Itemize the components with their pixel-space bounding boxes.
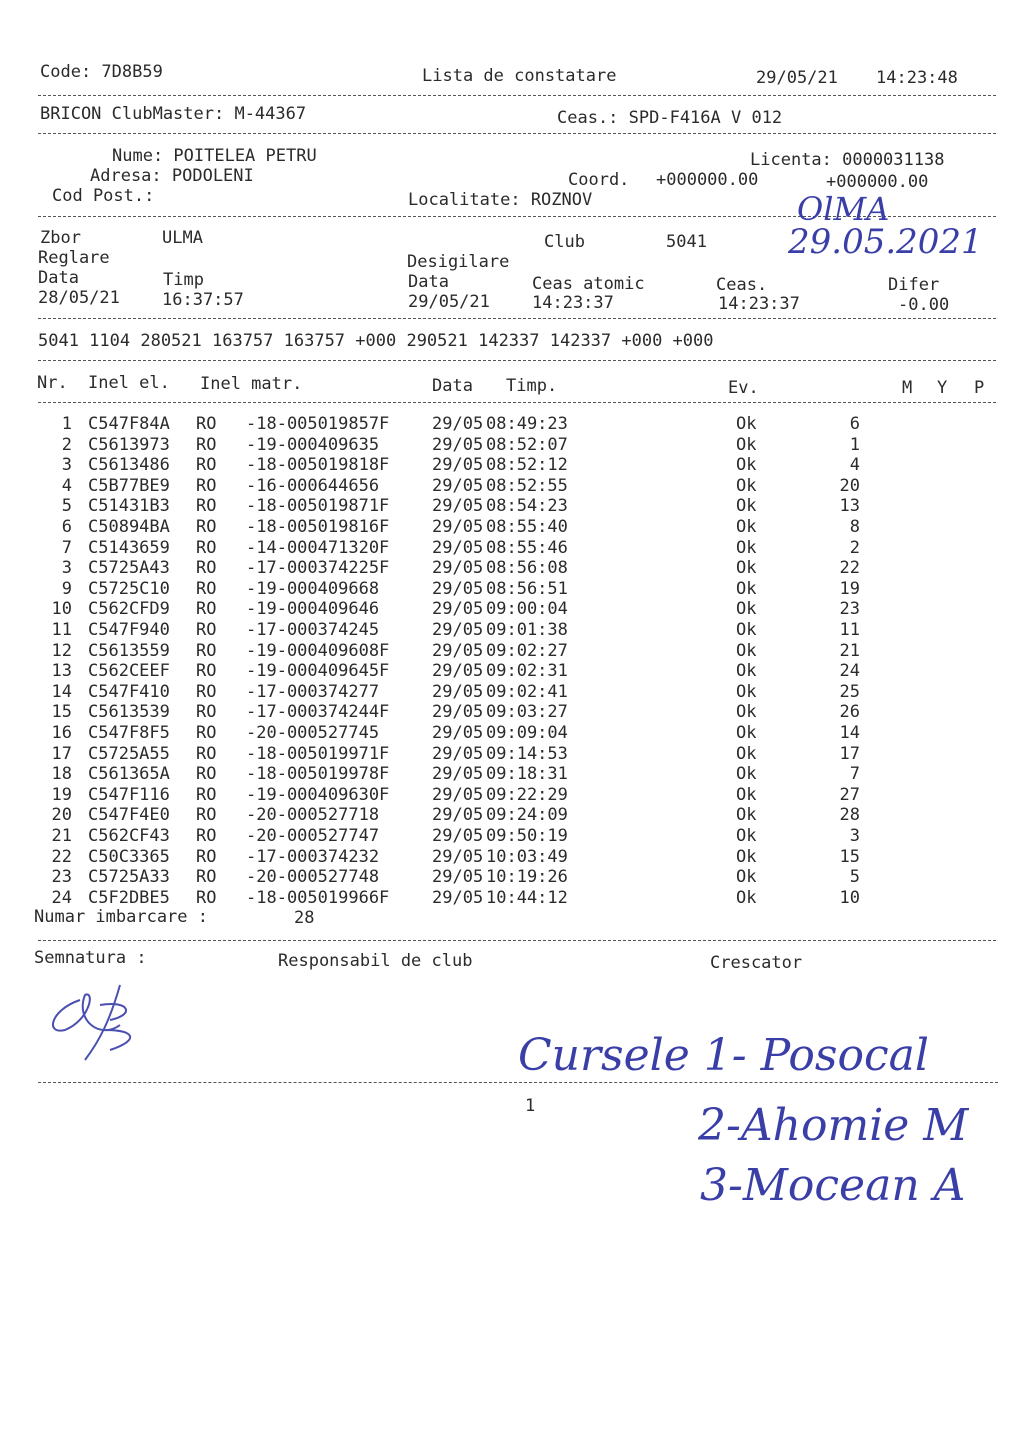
cell-el: C547F8F5 [88,723,170,743]
col-ev: Ev. [728,378,759,398]
cell-time: 08:56:51 [486,578,568,599]
cell-ev: Ok [736,434,757,455]
cell-ro: RO [196,887,217,908]
cell-el: C5143659 [88,537,170,558]
cell-matr: -18-005019971F [246,743,390,764]
boarding-count-value: 28 [294,908,315,928]
cell-time: 08:56:08 [486,558,568,579]
cell-ev: Ok [736,784,757,805]
cell-nr: 12 [51,640,72,661]
cell-ro: RO [196,805,217,826]
col-data: Data [432,376,473,396]
cell-nr: 23 [51,867,72,888]
cell-date: 29/05 [432,434,484,455]
cell-date: 29/05 [432,620,484,640]
cell-matr: -17-000374225F [246,558,390,579]
flight-label: Zbor [40,228,81,248]
cell-nr: 22 [51,846,72,867]
cell-ev: Ok [736,455,757,476]
handwritten-result-3: 3-Mocean A [700,1160,966,1211]
cell-time: 08:52:07 [486,434,568,455]
cell-matr: -19-000409635 [246,434,380,455]
cell-n: 7 [849,764,860,785]
cell-ev: Ok [736,805,757,826]
page-number: 1 [525,1096,536,1116]
cell-nr: 20 [51,805,72,826]
cell-el: C5B77BE9 [88,475,170,496]
atomic-clock-time: 14:23:37 [532,293,614,313]
table-row [0,414,1024,434]
setting-time: 16:37:57 [162,290,244,310]
separator [38,133,996,134]
cell-ev: Ok [736,475,757,496]
cell-date: 29/05 [432,723,484,743]
cell-n: 28 [839,805,860,826]
cell-n: 13 [839,496,860,517]
cell-el: C5725A55 [88,743,170,764]
cell-el: C547F940 [88,620,170,640]
table-row [0,661,1024,681]
cell-ro: RO [196,558,217,579]
unseal-date: 29/05/21 [408,292,490,312]
club-value: 5041 [666,232,707,252]
timp-label: Timp [163,270,204,290]
cell-date: 29/05 [432,558,484,579]
cell-el: C51431B3 [88,496,170,517]
table-row [0,805,1024,825]
cell-matr: -20-000527718 [246,805,380,826]
difference-label: Difer [888,275,940,295]
cell-n: 14 [839,723,860,743]
setting-date: 28/05/21 [38,288,120,308]
cell-nr: 13 [51,661,72,682]
cell-date: 29/05 [432,537,484,558]
cell-el: C5725A43 [88,558,170,579]
table-row [0,785,1024,805]
atomic-clock-label: Ceas atomic [532,274,645,294]
cell-ev: Ok [736,764,757,785]
cell-n: 1 [849,434,860,455]
col-p: P [974,378,985,398]
cell-matr: -17-000374277 [246,681,380,702]
cell-time: 08:49:23 [486,414,568,434]
cell-ro: RO [196,661,217,682]
cell-ev: Ok [736,517,757,537]
cell-ro: RO [196,434,217,455]
cell-nr: 19 [51,784,72,805]
cell-matr: -20-000527747 [246,826,380,846]
cell-ev: Ok [736,661,757,682]
cell-ro: RO [196,578,217,599]
cell-ev: Ok [736,537,757,558]
cell-n: 2 [849,537,860,558]
cell-date: 29/05 [432,455,484,476]
club-label: Club [544,232,585,252]
cell-n: 21 [839,640,860,661]
document-title: Lista de constatare [422,66,617,86]
cell-n: 4 [849,455,860,476]
cell-ev: Ok [736,640,757,661]
separator [38,1082,998,1083]
cell-time: 09:03:27 [486,702,568,723]
cell-time: 09:02:31 [486,661,568,682]
cell-n: 11 [839,620,860,640]
cell-time: 09:01:38 [486,620,568,640]
cell-ev: Ok [736,743,757,764]
cell-el: C5613539 [88,702,170,723]
cell-date: 29/05 [432,414,484,434]
cell-ro: RO [196,620,217,640]
cell-nr: 1 [61,414,72,434]
cell-nr: 16 [51,723,72,743]
handwritten-result-2: 2-Ahomie M [698,1100,969,1151]
boarding-count-label: Numar imbarcare : [34,907,208,927]
cell-ro: RO [196,640,217,661]
separator [38,318,996,319]
cell-date: 29/05 [432,805,484,826]
cell-matr: -19-000409630F [246,784,390,805]
cell-ro: RO [196,826,217,846]
cell-n: 17 [839,743,860,764]
cell-date: 29/05 [432,517,484,537]
cell-n: 24 [839,661,860,682]
clock-label: Ceas. [716,275,768,295]
cell-date: 29/05 [432,784,484,805]
cell-el: C547F410 [88,681,170,702]
cell-n: 22 [839,558,860,579]
cell-n: 23 [839,599,860,620]
cell-nr: 15 [51,702,72,723]
cell-ro: RO [196,496,217,517]
cell-el: C5725A33 [88,867,170,888]
cell-ev: Ok [736,620,757,640]
coord-label: Coord. [568,170,630,190]
cell-el: C50894BA [88,517,170,537]
cell-nr: 3 [61,455,72,476]
cell-n: 3 [849,826,860,846]
cell-ro: RO [196,702,217,723]
cell-time: 10:44:12 [486,887,568,908]
cell-time: 09:22:29 [486,784,568,805]
cell-nr: 7 [61,537,72,558]
cell-time: 09:02:41 [486,681,568,702]
cell-time: 09:14:53 [486,743,568,764]
clubmaster-label: BRICON ClubMaster: M-44367 [40,104,307,124]
cell-matr: -18-005019857F [246,414,390,434]
cell-date: 29/05 [432,599,484,620]
cell-date: 29/05 [432,702,484,723]
cell-ro: RO [196,743,217,764]
cell-nr: 2 [61,434,72,455]
cell-ev: Ok [736,826,757,846]
cell-ro: RO [196,764,217,785]
cell-nr: 10 [51,599,72,620]
cell-matr: -18-005019978F [246,764,390,785]
table-row [0,826,1024,846]
cell-ev: Ok [736,723,757,743]
cell-n: 27 [839,784,860,805]
cell-el: C562CEEF [88,661,170,682]
cell-ro: RO [196,414,217,434]
cell-matr: -17-000374245 [246,620,380,640]
cell-el: C561365A [88,764,170,785]
separator [38,360,996,361]
cell-time: 09:00:04 [486,599,568,620]
cell-n: 15 [839,846,860,867]
col-y: Y [937,378,948,398]
cell-ro: RO [196,867,217,888]
cell-matr: -18-005019816F [246,517,390,537]
cell-n: 19 [839,578,860,599]
cell-time: 09:50:19 [486,826,568,846]
cell-nr: 18 [51,764,72,785]
clock-model: Ceas.: SPD-F416A V 012 [557,108,783,128]
reglare-label: Reglare [38,248,110,268]
cell-matr: -16-000644656 [246,475,380,496]
cell-date: 29/05 [432,475,484,496]
cell-time: 08:54:23 [486,496,568,517]
cell-time: 08:52:55 [486,475,568,496]
cell-nr: 14 [51,681,72,702]
cell-matr: -20-000527745 [246,723,380,743]
cell-n: 8 [849,517,860,537]
cell-el: C547F84A [88,414,170,434]
table-row [0,744,1024,764]
cell-date: 29/05 [432,496,484,517]
cell-matr: -19-000409645F [246,661,390,682]
cell-ev: Ok [736,702,757,723]
cell-time: 09:02:27 [486,640,568,661]
cell-matr: -19-000409608F [246,640,390,661]
cell-matr: -17-000374244F [246,702,390,723]
cell-ev: Ok [736,867,757,888]
col-timp: Timp. [506,376,558,396]
cell-n: 25 [839,681,860,702]
cell-date: 29/05 [432,681,484,702]
cell-el: C5725C10 [88,578,170,599]
cell-time: 09:09:04 [486,723,568,743]
cell-matr: -18-005019966F [246,887,390,908]
handwritten-stamp-top: OlMA [797,190,890,228]
table-row [0,558,1024,578]
table-row [0,496,1024,516]
table-row [0,867,1024,887]
cell-nr: 6 [61,517,72,537]
cell-date: 29/05 [432,826,484,846]
clock-time: 14:23:37 [718,294,800,314]
cell-matr: -18-005019871F [246,496,390,517]
table-row [0,682,1024,702]
cell-n: 10 [839,887,860,908]
cell-ev: Ok [736,846,757,867]
data-label: Data [38,268,79,288]
cell-matr: -19-000409646 [246,599,380,620]
owner-name: Nume: POITELEA PETRU [112,146,317,166]
cell-ev: Ok [736,414,757,434]
signature-label: Semnatura : [34,948,147,968]
postal-code-label: Cod Post.: [52,186,155,206]
cell-ev: Ok [736,681,757,702]
table-row [0,888,1024,908]
owner-address: Adresa: PODOLENI [90,166,254,186]
locality: Localitate: ROZNOV [408,190,593,210]
cell-time: 08:52:12 [486,455,568,476]
separator [38,402,996,403]
cell-date: 29/05 [432,661,484,682]
cell-el: C5F2DBE5 [88,887,170,908]
cell-matr: -14-000471320F [246,537,390,558]
cell-nr: 5 [61,496,72,517]
cell-n: 20 [839,475,860,496]
cell-el: C547F116 [88,784,170,805]
code-label: Code: 7D8B59 [40,62,163,82]
data-label-2: Data [408,272,449,292]
table-row [0,599,1024,619]
col-inel-matr: Inel matr. [200,374,303,394]
cell-time: 10:03:49 [486,846,568,867]
cell-time: 08:55:46 [486,537,568,558]
cell-time: 09:18:31 [486,764,568,785]
cell-date: 29/05 [432,743,484,764]
cell-matr: -19-000409668 [246,578,380,599]
cell-ro: RO [196,599,217,620]
cell-el: C5613973 [88,434,170,455]
cell-matr: -17-000374232 [246,846,380,867]
code-line: 5041 1104 280521 163757 163757 +000 290521 142337 142337 +000 +000 [38,331,714,351]
table-row [0,538,1024,558]
table-row [0,455,1024,475]
table-row [0,723,1024,743]
cell-ev: Ok [736,558,757,579]
separator [38,95,996,96]
cell-date: 29/05 [432,578,484,599]
cell-nr: 4 [61,475,72,496]
cell-nr: 17 [51,743,72,764]
separator [38,940,996,941]
cell-time: 09:24:09 [486,805,568,826]
cell-ev: Ok [736,599,757,620]
cell-matr: -20-000527748 [246,867,380,888]
cell-el: C5613559 [88,640,170,661]
cell-ev: Ok [736,887,757,908]
license-number: Licenta: 0000031138 [750,150,945,170]
table-row [0,641,1024,661]
cell-time: 10:19:26 [486,867,568,888]
cell-time: 08:55:40 [486,517,568,537]
desigilare-label: Desigilare [407,252,510,272]
table-row [0,579,1024,599]
table-row [0,517,1024,537]
col-nr: Nr. [37,373,68,393]
handwritten-result-1: Cursele 1- Posocal [518,1030,929,1081]
cell-matr: -18-005019818F [246,455,390,476]
difference-value: -0.00 [898,295,950,315]
cell-el: C5613486 [88,455,170,476]
print-date: 29/05/21 [756,68,838,88]
cell-el: C562CFD9 [88,599,170,620]
table-row [0,476,1024,496]
coord-value-1: +000000.00 [656,170,759,190]
cell-date: 29/05 [432,764,484,785]
cell-n: 5 [849,867,860,888]
cell-nr: 21 [51,826,72,846]
cell-ro: RO [196,723,217,743]
cell-date: 29/05 [432,640,484,661]
cell-n: 26 [839,702,860,723]
breeder-label: Crescator [710,953,803,973]
cell-date: 29/05 [432,887,484,908]
cell-nr: 3 [61,558,72,579]
signature-scribble [40,980,170,1070]
cell-ro: RO [196,681,217,702]
col-m: M [902,378,913,398]
club-responsible-label: Responsabil de club [278,951,473,971]
table-row [0,620,1024,640]
table-row [0,702,1024,722]
cell-ev: Ok [736,496,757,517]
table-row [0,764,1024,784]
cell-el: C50C3365 [88,846,170,867]
cell-nr: 9 [61,578,72,599]
cell-ro: RO [196,475,217,496]
col-inel-el: Inel el. [88,373,170,393]
coord-value-2: +000000.00 [826,172,929,192]
cell-ro: RO [196,784,217,805]
cell-ro: RO [196,455,217,476]
handwritten-date: 29.05.2021 [788,222,983,262]
cell-ro: RO [196,537,217,558]
cell-nr: 11 [51,620,72,640]
cell-n: 6 [849,414,860,434]
table-row [0,435,1024,455]
cell-date: 29/05 [432,846,484,867]
cell-ro: RO [196,517,217,537]
print-time: 14:23:48 [876,68,958,88]
cell-el: C562CF43 [88,826,170,846]
cell-nr: 24 [51,887,72,908]
flight-value: ULMA [162,228,203,248]
cell-date: 29/05 [432,867,484,888]
cell-ev: Ok [736,578,757,599]
cell-el: C547F4E0 [88,805,170,826]
cell-ro: RO [196,846,217,867]
table-row [0,847,1024,867]
